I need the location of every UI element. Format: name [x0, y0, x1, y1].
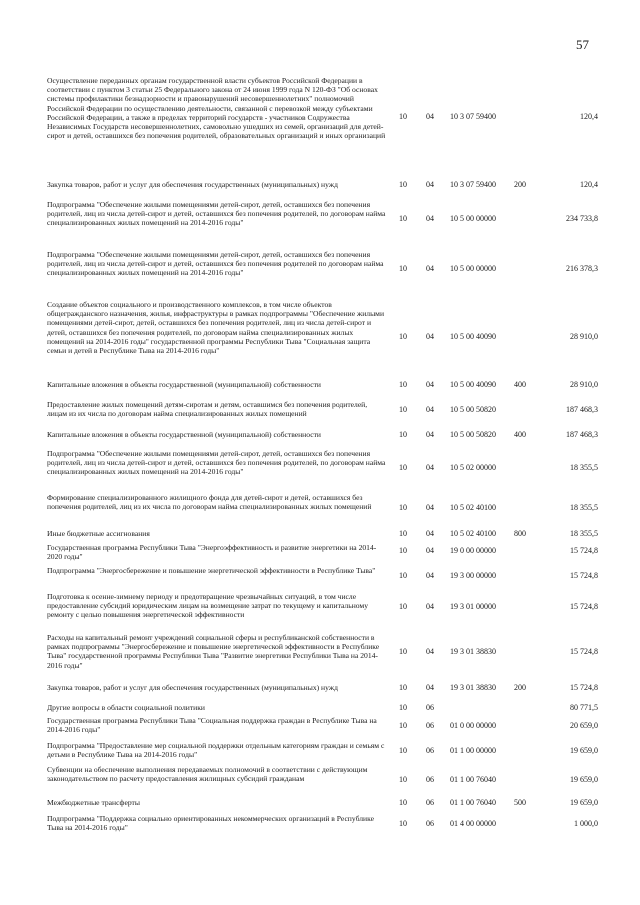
row-target-article: 01 1 00 76040 [450, 798, 496, 807]
row-expense-type: 800 [514, 529, 526, 538]
row-subsection: 04 [426, 503, 434, 512]
row-description: Предоставление жилых помещений детям-сиротам и детям, оставшимся без попечения родителей, лицам из их числа по договорам найма специализированных жилых помещений [47, 400, 368, 419]
row-description: Подпрограмма "Обеспечение жилыми помещениями детей-сирот, детей, оставшихся без попечения родителей, лиц из числа детей-сирот и детей, оставшихся без попечения родителей, по договорам найма специализированных жилых помещений на 2014-2016 годы" [47, 449, 386, 477]
row-description: Подготовка к осенне-зимнему периоду и предотвращение чрезвычайных ситуаций, в том числе предоставление субсидий юридическим лицам на возмещение затрат по текущему и капитальному ремонту с целью повышения энергетической эффективности [47, 592, 369, 620]
row-section: 10 [399, 602, 407, 611]
row-amount: 234 733,8 [566, 214, 598, 223]
row-subsection: 04 [426, 264, 434, 273]
row-description: Подпрограмма "Обеспечение жилыми помещениями детей-сирот, детей, оставшихся без попечения родителей, лиц из числа детей-сирот и детей, оставшихся без попечения родителей по договорам найма специализированных жилых помещений на 2014-2016 годы" [47, 250, 384, 278]
row-description: Капитальные вложения в объекты государственной (муниципальной) собственности [47, 380, 321, 389]
row-amount: 15 724,8 [570, 571, 598, 580]
row-target-article: 10 5 00 50820 [450, 430, 496, 439]
row-expense-type: 200 [514, 683, 526, 692]
row-target-article: 19 3 00 00000 [450, 571, 496, 580]
row-section: 10 [399, 647, 407, 656]
row-amount: 19 659,0 [570, 775, 598, 784]
row-amount: 28 910,0 [570, 380, 598, 389]
row-description: Создание объектов социального и производственного комплексов, в том числе объектов общегражданского назначения, жилья, инфраструктуры в рамках подпрограммы "Обеспечение жилыми помещениями детей-сирот, детей, оставшихся без попечения родителей, лиц из числа детей-сирот и детей, оставшихся без попечения родителей, по договорам найма специализированных жилых помещений на 2014-2016 годы" государственной программы Республики Тыва "Социальная защита семьи и детей в Республике Тыва на 2014-2016 годы" [47, 300, 385, 356]
row-section: 10 [399, 180, 407, 189]
row-subsection: 06 [426, 775, 434, 784]
row-target-article: 19 3 01 00000 [450, 602, 496, 611]
row-description: Капитальные вложения в объекты государственной (муниципальной) собственности [47, 430, 321, 439]
row-description: Закупка товаров, работ и услуг для обеспечения государственных (муниципальных) нужд [47, 180, 338, 189]
row-subsection: 06 [426, 721, 434, 730]
row-description: Формирование специализированного жилищного фонда для детей-сирот и детей, оставшихся без попечения родителей, лиц из их числа по договорам найма специализированных жилых помещений [47, 493, 372, 512]
row-amount: 15 724,8 [570, 546, 598, 555]
row-target-article: 01 1 00 76040 [450, 775, 496, 784]
row-expense-type: 400 [514, 380, 526, 389]
row-target-article: 10 5 02 40100 [450, 503, 496, 512]
row-target-article: 10 5 00 00000 [450, 214, 496, 223]
row-amount: 15 724,8 [570, 602, 598, 611]
row-description: Подпрограмма "Поддержка социально ориентированных некоммерческих организаций в Республике Тыва на 2014-2016 годы" [47, 814, 374, 833]
row-description: Расходы на капитальный ремонт учреждений социальной сферы и республиканской собственности в рамках подпрограммы "Энергосбережение и повышение энергетической эффективности в Республике Тыва" государственной программы Республики Тыва "Развитие энергетики Республики Тыва на 2014-2016 годы" [47, 633, 380, 670]
row-amount: 20 659,0 [570, 721, 598, 730]
row-target-article: 01 0 00 00000 [450, 721, 496, 730]
row-description: Подпрограмма "Предоставление мер социальной поддержки отдельным категориям граждан и семьям с детьми в Республике Тыва на 2014-2016 годы" [47, 741, 385, 760]
row-section: 10 [399, 112, 407, 121]
row-subsection: 04 [426, 683, 434, 692]
row-section: 10 [399, 214, 407, 223]
row-expense-type: 500 [514, 798, 526, 807]
row-description: Подпрограмма "Обеспечение жилыми помещениями детей-сирот, детей, оставшихся без попечения родителей, лиц из числа детей-сирот и детей, оставшихся без попечения родителей, по договорам найма специализированных жилых помещений на 2014-2016 годы" [47, 200, 386, 228]
row-subsection: 04 [426, 546, 434, 555]
row-section: 10 [399, 463, 407, 472]
row-section: 10 [399, 775, 407, 784]
row-section: 10 [399, 405, 407, 414]
row-section: 10 [399, 332, 407, 341]
row-section: 10 [399, 721, 407, 730]
row-amount: 120,4 [580, 112, 598, 121]
row-amount: 28 910,0 [570, 332, 598, 341]
row-subsection: 04 [426, 430, 434, 439]
row-subsection: 04 [426, 380, 434, 389]
row-amount: 216 378,3 [566, 264, 598, 273]
row-section: 10 [399, 529, 407, 538]
row-expense-type: 200 [514, 180, 526, 189]
row-section: 10 [399, 546, 407, 555]
row-section: 10 [399, 819, 407, 828]
row-description: Осуществление переданных органам государственной власти субъектов Российской Федерации в соответствии с пунктом 3 статьи 25 Федерального закона от 24 июня 1999 года N 120-ФЗ "Об основах системы профилактики безнадзорности и правонарушений несовершеннолетних" полномочий Российской Федерации по осуществлению деятельности, связанной с перевозкой между субъектами Российской Федерации, а также в пределах территорий государств - участников Содружества Независимых Государств несовершеннолетних, самовольно ушедших из семей, организаций для детей-сирот и детей, оставшихся без попечения родителей, образовательных организаций и иных организаций [47, 76, 386, 141]
row-subsection: 06 [426, 798, 434, 807]
row-target-article: 01 4 00 00000 [450, 819, 496, 828]
row-description: Государственная программа Республики Тыва "Социальная поддержка граждан в Республике Тыва на 2014-2016 годы" [47, 716, 377, 735]
row-subsection: 04 [426, 332, 434, 341]
row-target-article: 10 3 07 59400 [450, 180, 496, 189]
row-expense-type: 400 [514, 430, 526, 439]
row-subsection: 06 [426, 703, 434, 712]
row-section: 10 [399, 746, 407, 755]
row-target-article: 10 3 07 59400 [450, 112, 496, 121]
row-amount: 187 468,3 [566, 405, 598, 414]
row-amount: 19 659,0 [570, 746, 598, 755]
row-section: 10 [399, 430, 407, 439]
row-target-article: 19 3 01 38830 [450, 647, 496, 656]
row-description: Подпрограмма "Энергосбережение и повышение энергетической эффективности в Республике Тыва" [47, 566, 376, 575]
row-description: Другие вопросы в области социальной политики [47, 703, 205, 712]
row-subsection: 04 [426, 112, 434, 121]
row-target-article: 10 5 00 00000 [450, 264, 496, 273]
row-section: 10 [399, 798, 407, 807]
row-subsection: 04 [426, 214, 434, 223]
row-amount: 18 355,5 [570, 529, 598, 538]
row-amount: 187 468,3 [566, 430, 598, 439]
row-section: 10 [399, 503, 407, 512]
row-subsection: 04 [426, 180, 434, 189]
row-section: 10 [399, 380, 407, 389]
row-description: Иные бюджетные ассигнования [47, 529, 150, 538]
row-amount: 120,4 [580, 180, 598, 189]
row-target-article: 01 1 00 00000 [450, 746, 496, 755]
row-amount: 19 659,0 [570, 798, 598, 807]
row-description: Государственная программа Республики Тыва "Энергоэффективность и развитие энергетики на 2014-2020 годы" [47, 543, 377, 562]
row-subsection: 04 [426, 463, 434, 472]
row-target-article: 10 5 02 40100 [450, 529, 496, 538]
row-target-article: 10 5 00 40090 [450, 332, 496, 341]
row-description: Субвенции на обеспечение выполнения передаваемых полномочий в соответствии с действующим законодательством по расчету предоставления жилищных субсидий гражданам [47, 765, 368, 784]
row-target-article: 19 3 01 38830 [450, 683, 496, 692]
row-amount: 18 355,5 [570, 503, 598, 512]
row-target-article: 10 5 02 00000 [450, 463, 496, 472]
row-amount: 15 724,8 [570, 647, 598, 656]
row-amount: 18 355,5 [570, 463, 598, 472]
row-description: Межбюджетные трансферты [47, 798, 140, 807]
row-target-article: 19 0 00 00000 [450, 546, 496, 555]
row-section: 10 [399, 703, 407, 712]
row-subsection: 06 [426, 819, 434, 828]
row-section: 10 [399, 264, 407, 273]
row-section: 10 [399, 571, 407, 580]
row-subsection: 04 [426, 647, 434, 656]
row-subsection: 06 [426, 746, 434, 755]
row-amount: 15 724,8 [570, 683, 598, 692]
row-subsection: 04 [426, 602, 434, 611]
row-subsection: 04 [426, 571, 434, 580]
row-subsection: 04 [426, 405, 434, 414]
row-subsection: 04 [426, 529, 434, 538]
row-section: 10 [399, 683, 407, 692]
row-target-article: 10 5 00 40090 [450, 380, 496, 389]
page-number: 57 [576, 37, 589, 52]
row-amount: 80 771,5 [570, 703, 598, 712]
row-amount: 1 000,0 [574, 819, 598, 828]
row-target-article: 10 5 00 50820 [450, 405, 496, 414]
row-description: Закупка товаров, работ и услуг для обеспечения государственных (муниципальных) нужд [47, 683, 338, 692]
